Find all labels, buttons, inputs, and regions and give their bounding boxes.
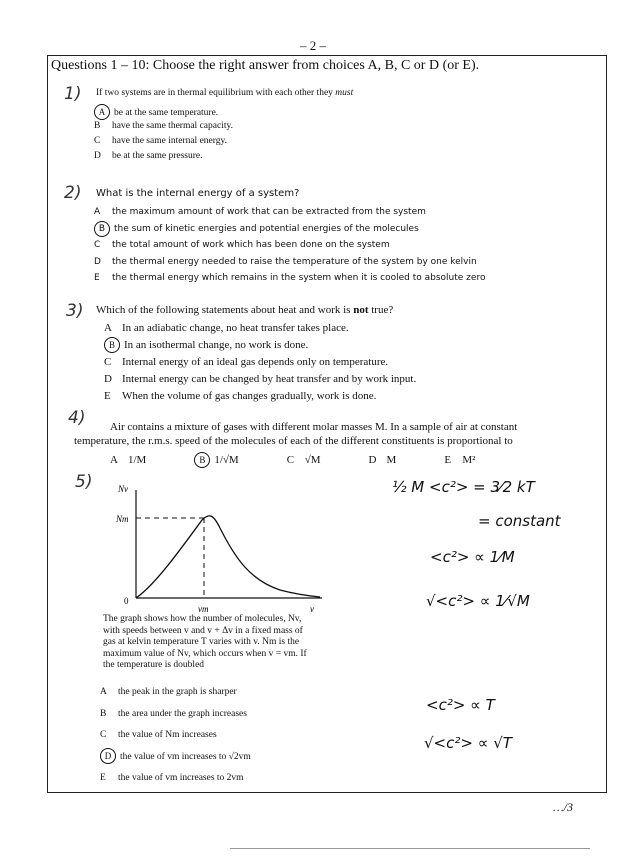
question-1-options (94, 104, 233, 164)
answer-option[interactable] (94, 104, 233, 119)
question-3-stem: Which of the following statements about heat and work is not true? (96, 304, 394, 316)
option-text: In an isothermal change, no work is done. (124, 339, 309, 351)
answer-option[interactable] (287, 454, 321, 466)
circled-answer-letter: B (194, 452, 210, 468)
option-text: √M (304, 454, 321, 466)
option-text: M (386, 454, 397, 466)
handwritten-proportional-2: √<c²> ∝ 1⁄√M (426, 592, 530, 610)
option-letter: B (100, 708, 107, 719)
answer-option[interactable] (100, 682, 251, 704)
option-text: 1/√M (214, 454, 239, 466)
handwritten-proportional-1: <c²> ∝ 1⁄M (430, 548, 515, 566)
option-text: have the same thermal capacity. (112, 121, 233, 131)
question-5-stem-line: maximum value of Nv, which occurs when v = vm. If (103, 648, 307, 659)
option-text: be at the same temperature. (114, 108, 219, 118)
answer-option[interactable] (104, 371, 416, 388)
circled-answer-letter: B (104, 337, 120, 353)
circled-answer-letter: D (100, 748, 116, 764)
option-letter: D (94, 256, 101, 267)
option-text: the value of Nm increases (118, 730, 217, 740)
x-axis-label: v (310, 604, 314, 614)
question-2-options (94, 204, 485, 287)
option-letter: D (368, 454, 377, 466)
option-letter: C (286, 454, 295, 466)
option-text: the area under the graph increases (118, 708, 247, 719)
question-5-stem-line: with speeds between v and v + Δv in a fixed mass of (103, 625, 303, 636)
option-text: have the same internal energy. (112, 136, 228, 146)
answer-option[interactable] (100, 704, 251, 726)
answer-option[interactable] (104, 337, 416, 354)
page-number: – 2 – (300, 38, 326, 53)
question-2-stem: What is the internal energy of a system? (96, 188, 300, 199)
answer-option[interactable] (194, 452, 238, 468)
option-text: M² (462, 454, 476, 466)
answer-option[interactable] (110, 454, 146, 466)
question-4-number: 4) (68, 408, 86, 428)
question-1-stem: If two systems are in thermal equilibrium with each other they must (96, 88, 354, 98)
option-letter: B (94, 121, 101, 131)
option-letter: D (94, 151, 101, 161)
answer-option[interactable] (94, 204, 485, 221)
y-peak-label: Nm (116, 514, 129, 524)
option-text: the total amount of work which has been done on the system (112, 240, 390, 250)
circled-answer-letter: A (94, 104, 110, 120)
option-letter: A (100, 687, 107, 697)
question-3-options (104, 320, 416, 405)
option-letter: E (94, 273, 100, 283)
answer-option[interactable] (100, 768, 251, 790)
answer-option[interactable] (104, 320, 416, 337)
option-text: 1/M (128, 454, 147, 466)
answer-option[interactable] (94, 134, 233, 149)
page-continuation: …/3 (553, 800, 574, 814)
instructions-heading: Questions 1 – 10: Choose the right answer from choices A, B, C or D (or E). (51, 58, 480, 73)
option-letter: A (110, 454, 118, 466)
handwritten-proportional-3: <c²> ∝ T (426, 696, 495, 714)
question-5-stem-line: gas at kelvin temperature T varies with v. Nm is the (103, 637, 300, 647)
question-4-options (110, 450, 570, 468)
answer-option[interactable] (104, 388, 416, 405)
option-text: the value of vm increases to 2vm (118, 773, 244, 783)
option-text: When the volume of gas changes gradually, work is done. (122, 390, 377, 402)
question-4-stem-line2: temperature, the r.m.s. speed of the molecules of each of the different constituents is proportional to (74, 435, 513, 447)
option-letter: D (104, 373, 112, 385)
option-text: Internal energy of an ideal gas depends only on temperature. (122, 356, 389, 368)
option-text: the sum of kinetic energies and potential energies of the molecules (114, 223, 419, 234)
speed-distribution-graph (110, 480, 330, 620)
option-text: be at the same pressure. (112, 151, 203, 161)
handwritten-energy-equation: ½ M <c²> = 3⁄2 kT (392, 478, 535, 496)
option-text: the thermal energy needed to raise the temperature of the system by one kelvin (112, 256, 477, 267)
option-text: In an adiabatic change, no heat transfer takes place. (122, 322, 349, 334)
option-letter: E (104, 390, 111, 402)
option-text: the peak in the graph is sharper (118, 687, 237, 697)
answer-option[interactable] (94, 149, 233, 164)
answer-option[interactable] (94, 237, 485, 254)
answer-option[interactable] (94, 270, 485, 287)
answer-option[interactable] (94, 221, 485, 238)
x-peak-label: vm (198, 604, 209, 614)
option-text: the maximum amount of work that can be extracted from the system (112, 207, 426, 217)
option-text: the thermal energy which remains in the system when it is cooled to absolute zero (112, 273, 486, 283)
answer-option[interactable] (100, 725, 251, 747)
answer-option[interactable] (100, 747, 251, 769)
option-letter: C (100, 730, 107, 740)
answer-option[interactable] (94, 254, 485, 271)
question-5-options (100, 682, 251, 790)
answer-option[interactable] (369, 454, 397, 466)
circled-answer-letter: B (94, 221, 110, 237)
answer-option[interactable] (104, 354, 416, 371)
origin-label: 0 (124, 596, 129, 606)
handwritten-proportional-4: √<c²> ∝ √T (424, 734, 512, 752)
distribution-curve (136, 516, 320, 598)
question-5-stem-line: the temperature is doubled (103, 660, 205, 670)
question-3-number: 3) (66, 301, 84, 321)
answer-option[interactable] (94, 119, 233, 134)
option-letter: E (444, 454, 452, 466)
question-4-stem-line1: Air contains a mixture of gases with different molar masses M. In a sample of air at constant (110, 421, 518, 433)
bottom-rule (230, 848, 590, 849)
question-2-number: 2) (64, 183, 82, 203)
option-letter: E (100, 773, 106, 783)
question-5-stem (103, 614, 307, 672)
option-letter: A (94, 207, 101, 217)
answer-option[interactable] (444, 454, 475, 466)
option-letter: C (94, 136, 101, 146)
option-letter: C (104, 356, 112, 368)
option-letter: C (94, 240, 101, 250)
option-text: Internal energy can be changed by heat transfer and by work input. (122, 373, 417, 385)
option-letter: A (104, 322, 112, 334)
question-5-stem-line: The graph shows how the number of molecules, Nv, (103, 614, 302, 624)
option-text: the value of vm increases to √2vm (120, 751, 251, 762)
y-axis-label: Nv (118, 484, 128, 494)
question-1-number: 1) (64, 84, 82, 104)
question-5-number: 5) (75, 472, 93, 492)
handwritten-constant: = constant (478, 512, 561, 530)
